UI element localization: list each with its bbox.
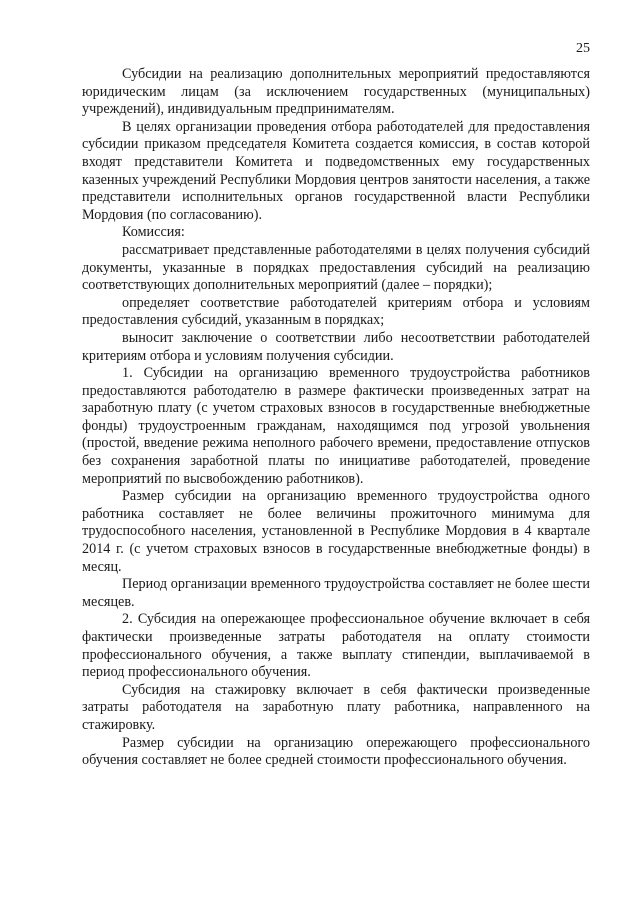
paragraph-period: Период организации временного трудоустройства составляет не более шести месяцев.: [82, 576, 590, 610]
paragraph-internship: Субсидия на стажировку включает в себя фактически произведенные затраты работодателя на заработную плату работника, направленного на стажировку.: [82, 681, 590, 733]
paragraph-item-1: 1. Субсидии на организацию временного трудоустройства работников предоставляются работодателю в размере фактически произведенных затрат на заработную плату (с учетом страховых взносов в государственные внебюджетные фонды) трудоустроенным гражданам, находящимся под угрозой увольнения (простой, введение режима неполного рабочего времени, предоставление отпусков без сохранения заработной платы по инициативе работодателей, проведение мероприятий по высвобождению работников).: [82, 365, 590, 487]
paragraph-item-2: 2. Субсидия на опережающее профессиональное обучение включает в себя фактически произведенные затраты работодателя на оплату стоимости профессионального обучения, а также выплату стипендии, выплачиваемой в период профессионального обучения.: [82, 611, 590, 681]
paragraph-commission-creation: В целях организации проведения отбора работодателей для предоставления субсидии приказом председателя Комитета создается комиссия, в состав которой входят представители Комитета и подведомственных ему государственных казенных учреждений Республики Мордовия центров занятости населения, а также представители исполнительных органов государственной власти Республики Мордовия (по согласованию).: [82, 118, 590, 223]
paragraph-training-amount: Размер субсидии на организацию опережающего профессионального обучения составляет не более средней стоимости профессионального обучения.: [82, 734, 590, 769]
paragraph-commission-determines: определяет соответствие работодателей критериям отбора и условиям предоставления субсидий, указанным в порядках;: [82, 294, 590, 329]
paragraph-subsidy-amount: Размер субсидии на организацию временного трудоустройства одного работника составляет не более величины прожиточного минимума для трудоспособного населения, установленной в Республике Мордовия в 4 квартале 2014 г. (с учетом страховых взносов в государственные внебюджетные фонды) в месяц.: [82, 488, 590, 575]
paragraph-commission-conclusion: выносит заключение о соответствии либо несоответствии работодателей критериям отбора и условиям получения субсидии.: [82, 329, 590, 364]
paragraph-commission-reviews: рассматривает представленные работодателями в целях получения субсидий документы, указанные в порядках предоставления субсидий на реализацию соответствующих дополнительных мероприятий (далее – порядки);: [82, 241, 590, 294]
document-body: [82, 66, 590, 770]
page-number: 25: [576, 41, 590, 56]
paragraph-commission-heading: Комиссия:: [122, 224, 185, 241]
paragraph-subsidy-recipients: Субсидии на реализацию дополнительных мероприятий предоставляются юридическим лицам (за исключением государственных (муниципальных) учреждений), индивидуальным предпринимателям.: [82, 66, 590, 118]
